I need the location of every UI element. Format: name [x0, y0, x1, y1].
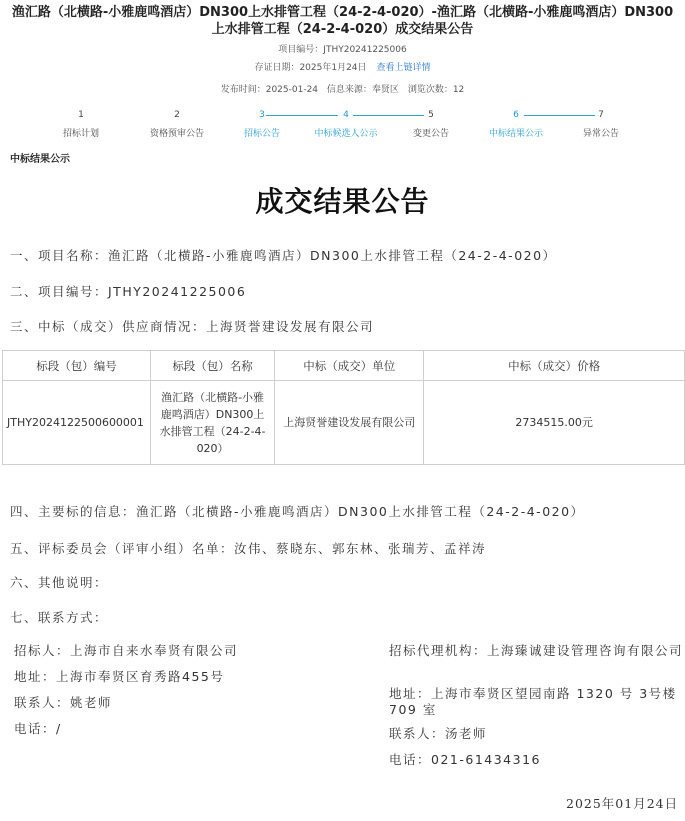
cell-lot-code: JTHY2024122500600001	[3, 381, 151, 465]
item-contact-heading: 七、联系方式：	[10, 610, 109, 625]
views-count: 12	[452, 85, 465, 95]
source-label: 信息来源：	[326, 85, 372, 95]
cell-price: 2734515.00元	[424, 381, 685, 465]
publish-info-row	[0, 82, 685, 95]
source-value: 奉贤区	[371, 85, 399, 95]
tenderer-address: 地址：上海市奉贤区育秀路455号	[14, 669, 225, 684]
project-number-row	[0, 42, 685, 55]
item-main-subject: 四、主要标的信息：渔汇路（北横路-小雅鹿鸣酒店）DN300上水排管工程（24-2-4-020）	[10, 504, 585, 519]
table-row	[3, 381, 685, 465]
chain-detail-link[interactable]: 查看上链详情	[376, 63, 431, 73]
cell-lot-name: 渔汇路（北横路-小雅鹿鸣酒店）DN300上水排管工程（24-2-4-020）	[150, 381, 274, 465]
step-label[interactable]: 变更公告	[412, 129, 449, 139]
section-tag: 中标结果公示	[10, 154, 70, 165]
step-number: 6	[513, 110, 519, 120]
agency-name: 招标代理机构：上海臻诚建设管理咨询有限公司	[389, 643, 684, 658]
deposit-label: 存证日期：	[254, 63, 300, 73]
agency-phone: 电话：021-61434316	[389, 752, 541, 767]
deposit-row	[0, 60, 685, 73]
deposit-date: 2025年1月24日	[299, 63, 367, 73]
page-title: 渔汇路（北横路-小雅鹿鸣酒店）DN300上水排管工程（24-2-4-020）-渔汇路（北横路-小雅鹿鸣酒店）DN300上水排管工程（24-2-4-020）成交结果公告	[11, 5, 674, 37]
tenderer-name: 招标人：上海市自来水奉贤有限公司	[14, 643, 239, 658]
views-label: 浏览次数：	[407, 85, 453, 95]
step-label[interactable]: 资格预审公告	[149, 129, 204, 139]
col-header-unit: 中标（成交）单位	[275, 351, 424, 381]
document-title: 成交结果公告	[255, 185, 430, 218]
step-number: 1	[78, 110, 84, 120]
tenderer-contact-person: 联系人：姚老师	[14, 695, 113, 710]
step-label[interactable]: 招标公告	[243, 129, 280, 139]
step-label[interactable]: 异常公告	[582, 129, 619, 139]
publish-date: 2025年01月24日	[566, 796, 679, 811]
step-number: 2	[174, 110, 180, 120]
step-label[interactable]: 招标计划	[62, 129, 99, 139]
publish-label: 发布时间：	[220, 85, 266, 95]
step-label[interactable]: 中标候选人公示	[314, 129, 378, 139]
result-table	[2, 350, 685, 465]
step-label[interactable]: 中标结果公示	[488, 129, 543, 139]
col-header-price: 中标（成交）价格	[424, 351, 685, 381]
item-other-notes: 六、其他说明：	[10, 575, 109, 590]
item-committee: 五、评标委员会（评审小组）名单：汝伟、蔡晓东、郭东林、张瑞芳、孟祥涛	[10, 541, 487, 556]
item-supplier: 三、中标（成交）供应商情况：上海贤誉建设发展有限公司	[10, 319, 375, 334]
project-no-label: 项目编号：	[278, 45, 324, 55]
agency-contact-person: 联系人：汤老师	[389, 726, 488, 741]
step-bid-plan[interactable]	[31, 108, 131, 139]
progress-steps	[0, 108, 685, 144]
item-project-name: 一、项目名称：渔汇路（北横路-小雅鹿鸣酒店）DN300上水排管工程（24-2-4-020）	[10, 248, 557, 263]
tenderer-phone: 电话：/	[14, 721, 62, 736]
step-number: 3	[259, 110, 265, 120]
project-no-value: JTHY20241225006	[323, 45, 407, 55]
table-header-row	[3, 351, 685, 381]
step-number: 7	[598, 110, 604, 120]
item-project-number: 二、项目编号：JTHY20241225006	[10, 284, 247, 299]
col-header-code: 标段（包）编号	[3, 351, 151, 381]
col-header-name: 标段（包）名称	[150, 351, 274, 381]
publish-time: 2025-01-24	[265, 85, 319, 95]
cell-winning-unit: 上海贤誉建设发展有限公司	[275, 381, 424, 465]
agency-address: 地址：上海市奉贤区望园南路 1320 号 3号楼 709 室	[389, 686, 677, 717]
step-number: 4	[343, 110, 349, 120]
step-abnormal-notice[interactable]	[551, 108, 651, 139]
step-number: 5	[428, 110, 434, 120]
